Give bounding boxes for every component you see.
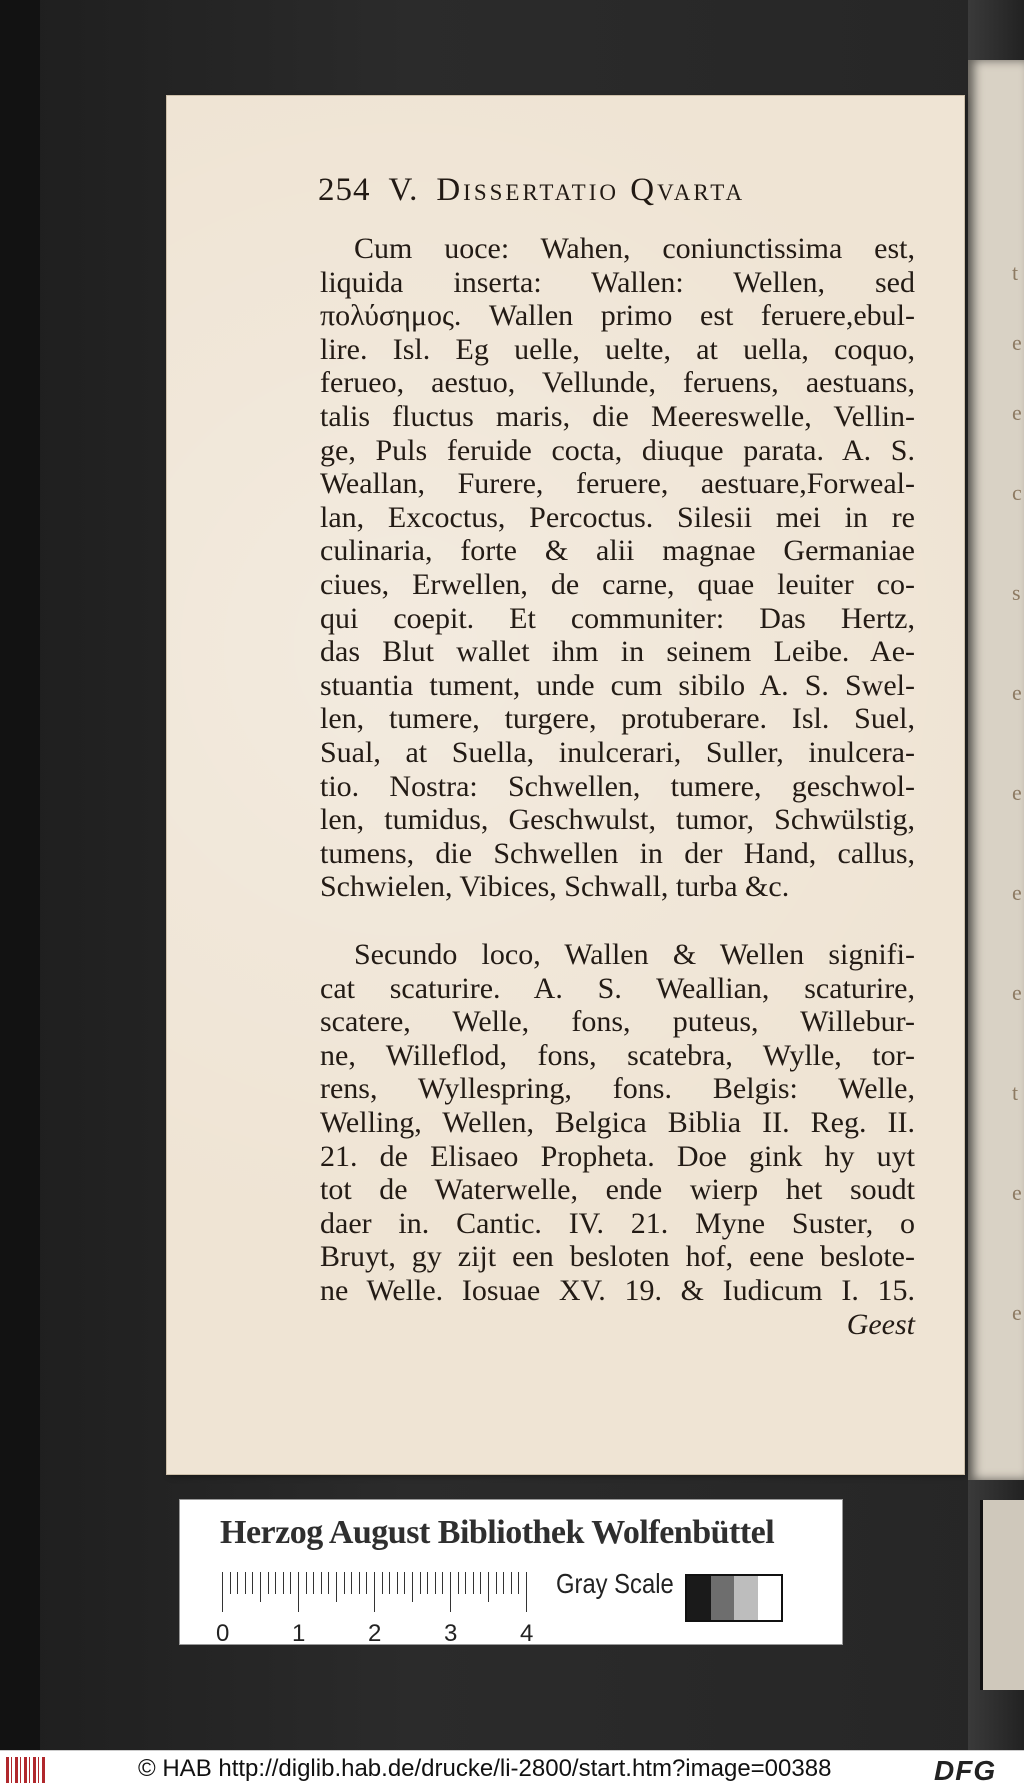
text-line: Sual, at Suella, inulcerari, Suller, inulcera- <box>320 735 915 769</box>
ruler-tick <box>397 1572 398 1594</box>
text-line: rens, Wyllespring, fons. Belgis: Welle, <box>320 1072 915 1106</box>
ruler-tick <box>366 1572 367 1594</box>
page-number: 254 <box>318 172 371 208</box>
ruler-tick <box>230 1572 231 1594</box>
text-line: ne, Willeflod, fons, scatebra, Wylle, tor- <box>320 1038 915 1072</box>
ruler-tick <box>313 1572 314 1594</box>
scale-number: 1 <box>292 1620 306 1647</box>
ruler-tick <box>252 1572 253 1594</box>
ruler-tick <box>298 1572 299 1612</box>
scale-number: 0 <box>216 1620 230 1647</box>
ruler-tick <box>511 1572 512 1594</box>
ruler-tick <box>450 1572 451 1612</box>
text-line: cat scaturire. A. S. Weallian, scaturire, <box>320 971 915 1005</box>
text-line: 21. de Elisaeo Propheta. Doe gink hy uyt <box>320 1139 915 1173</box>
ruler-tick <box>344 1572 345 1594</box>
text-line: scatere, Welle, fons, puteus, Willebur- <box>320 1005 915 1039</box>
footer-bar <box>0 1750 1024 1790</box>
ruler-tick <box>465 1572 466 1594</box>
ruler-tick <box>526 1572 527 1612</box>
text-line: ferueo, aestuo, Vellunde, feruens, aestuans, <box>320 366 915 400</box>
ruler-tick <box>473 1572 474 1594</box>
text-line: πολύσημος. Wallen primo est feruere,ebul- <box>320 299 915 333</box>
text-line: len, tumere, turgere, protuberare. Isl. Suel, <box>320 702 915 736</box>
adjacent-page-label <box>980 1500 1024 1690</box>
scale-number: 3 <box>444 1620 458 1647</box>
gray-swatch <box>687 1576 711 1620</box>
gray-swatch <box>711 1576 735 1620</box>
text-line: daer in. Cantic. IV. 21. Myne Suster, o <box>320 1206 915 1240</box>
ruler-tick <box>427 1572 428 1594</box>
catchword: Geest <box>846 1307 915 1341</box>
text-line: Weallan, Furere, feruere, aestuare,Forweal- <box>320 467 915 501</box>
text-line: ciues, Erwellen, de carne, quae leuiter co- <box>320 567 915 601</box>
ruler-tick <box>496 1572 497 1594</box>
ruler-tick <box>283 1572 284 1594</box>
text-line: ge, Puls feruide cocta, diuque parata. A. S. <box>320 433 915 467</box>
text-line: culinaria, forte & alii magnae Germaniae <box>320 534 915 568</box>
ruler-tick <box>306 1572 307 1594</box>
ruler-tick <box>268 1572 269 1594</box>
ruler-tick <box>328 1572 329 1594</box>
text-line: talis fluctus maris, die Meereswelle, Vellin- <box>320 399 915 433</box>
scan-left-edge <box>0 0 40 1750</box>
text-line: lan, Excoctus, Percoctus. Silesii mei in re <box>320 500 915 534</box>
ruler-tick <box>290 1572 291 1594</box>
barcode-icon <box>6 1757 46 1783</box>
header-title: Dissertatio Qvarta <box>436 172 746 208</box>
scale-number: 4 <box>520 1620 534 1647</box>
gray-swatch <box>734 1576 758 1620</box>
text-line: Bruyt, gy zijt een besloten hof, eene beslote- <box>320 1240 915 1274</box>
ruler-tick <box>389 1572 390 1594</box>
gray-swatch <box>758 1576 782 1620</box>
scale-ruler <box>216 1572 534 1647</box>
ruler-tick <box>359 1572 360 1594</box>
ruler-tick <box>420 1572 421 1594</box>
library-name: Herzog August Bibliothek Wolfenbüttel <box>220 1514 775 1551</box>
text-line: tio. Nostra: Schwellen, tumere, geschwol- <box>320 769 915 803</box>
scale-number: 2 <box>368 1620 382 1647</box>
text-line: Secundo loco, Wallen & Wellen signifi- <box>354 938 915 971</box>
ruler-tick <box>480 1572 481 1594</box>
ruler-tick <box>412 1572 413 1602</box>
ruler-tick <box>488 1572 489 1602</box>
copyright-url[interactable]: © HAB http://diglib.hab.de/drucke/li-2800/start.htm?image=00388 <box>138 1755 832 1782</box>
ruler-tick <box>237 1572 238 1594</box>
text-line: stuantia tument, unde cum sibilo A. S. Swel- <box>320 668 915 702</box>
text-line: liquida inserta: Wallen: Wellen, sed <box>320 265 915 299</box>
paragraph-1 <box>320 232 915 904</box>
ruler-tick <box>275 1572 276 1594</box>
color-calibration-bar <box>180 1500 842 1647</box>
gray-scale-label: Gray Scale <box>556 1568 674 1599</box>
ruler-tick <box>336 1572 337 1602</box>
header-part: V. <box>388 172 419 208</box>
text-line: Schwielen, Vibices, Schwall, turba &c. <box>320 870 790 904</box>
dfg-logo: DFG <box>934 1755 997 1786</box>
text-line: ne Welle. Iosuae XV. 19. & Iudicum I. 15. <box>320 1273 915 1307</box>
ruler-tick <box>222 1572 223 1612</box>
ruler-tick <box>382 1572 383 1594</box>
ruler-tick <box>404 1572 405 1594</box>
ruler-tick <box>321 1572 322 1594</box>
ruler-tick <box>351 1572 352 1594</box>
text-line: Cum uoce: Wahen, coniunctissima est, <box>354 232 915 265</box>
ruler-tick <box>374 1572 375 1612</box>
page-header <box>318 172 918 218</box>
text-line: lire. Isl. Eg uelle, uelte, at uella, coquo, <box>320 332 915 366</box>
ruler-tick <box>503 1572 504 1594</box>
text-line: das Blut wallet ihm in seinem Leibe. Ae- <box>320 635 915 669</box>
gray-swatches <box>685 1574 783 1622</box>
ruler-tick <box>435 1572 436 1594</box>
adjacent-page-edge: t e e c s e e e e t e e <box>968 60 1024 1480</box>
text-line: tumens, die Schwellen in der Hand, callus, <box>320 836 915 870</box>
ruler-tick <box>442 1572 443 1594</box>
text-line: tot de Waterwelle, ende wierp het soudt <box>320 1173 915 1207</box>
ruler-tick <box>245 1572 246 1594</box>
ruler-tick <box>260 1572 261 1602</box>
paragraph-2 <box>320 938 915 1341</box>
ruler-tick <box>518 1572 519 1594</box>
text-line: qui coepit. Et communiter: Das Hertz, <box>320 601 915 635</box>
text-line: len, tumidus, Geschwulst, tumor, Schwülstig, <box>320 803 915 837</box>
text-line: Welling, Wellen, Belgica Biblia II. Reg. II. <box>320 1105 915 1139</box>
ruler-tick <box>458 1572 459 1594</box>
